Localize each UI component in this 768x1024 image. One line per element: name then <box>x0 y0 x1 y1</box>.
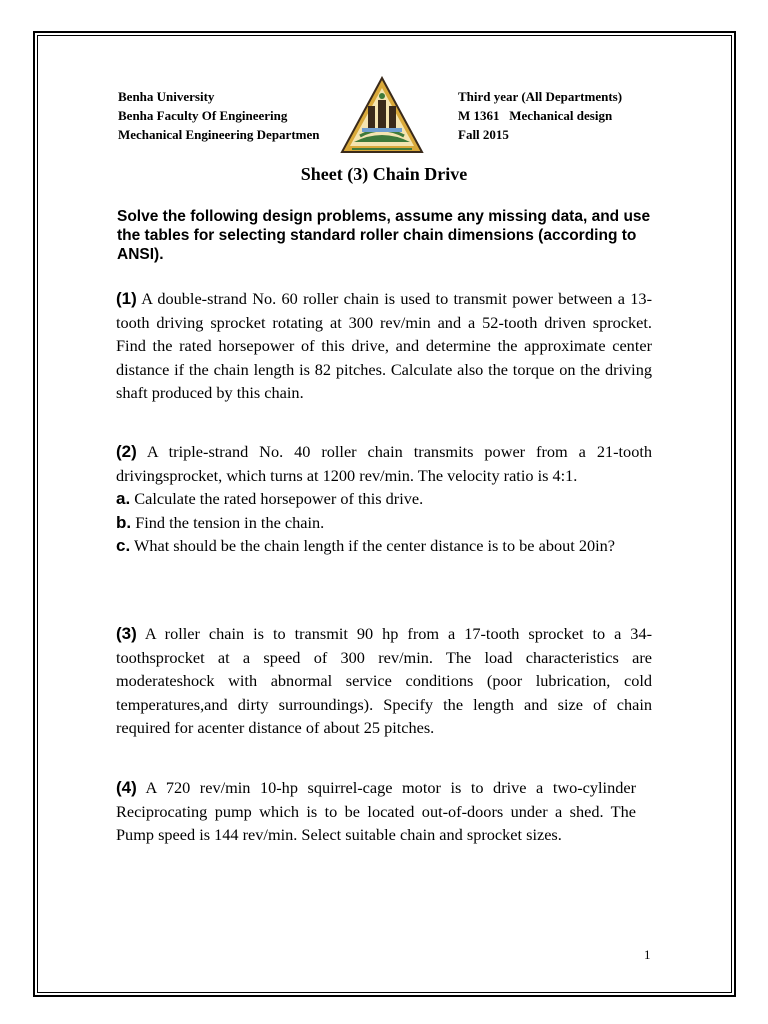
university-logo-icon <box>340 76 424 156</box>
header-faculty: Benha Faculty Of Engineering <box>118 108 288 123</box>
problem-text: A 720 rev/min 10-hp squirrel-cage motor is to drive a two-cylinder Reciprocating pump which is to be located out-of-doors under a shed. The Pump speed is 144 rev/min. Select suitable chain and sprocket sizes. <box>116 778 637 844</box>
problem-number: (3) <box>116 624 137 643</box>
problem-text: A roller chain is to transmit 90 hp from a 17-tooth sprocket to a 34-toothsprocket at a speed of 300 rev/min. The load characteristics are moderateshock with abnormal service conditions (poor lubrication, cold temperatures,and dirty surroundings). Specify the length and size of chain required for acenter distance of about 25 pitches. <box>116 624 653 737</box>
problem-3 <box>116 622 652 740</box>
header-right <box>458 87 622 144</box>
problem-text: A double-strand No. 60 roller chain is used to transmit power between a 13-tooth driving sprocket rotating at 300 rev/min and a 52-tooth driven sprocket. Find the rated horsepower of this drive, and determine the approximate center distance if the chain length is 82 pitches. Calculate also the torque on the driving shaft produced by this chain. <box>116 289 652 402</box>
problem-part-a: a. Calculate the rated horsepower of this drive. <box>116 489 424 508</box>
problem-4 <box>116 776 636 847</box>
instructions: Solve the following design problems, assume any missing data, and use the tables for selecting standard roller chain dimensions (according to ANSI). <box>117 208 651 263</box>
problem-1 <box>116 287 652 405</box>
header-department: Mechanical Engineering Departmen <box>118 127 320 142</box>
problem-number: (1) <box>116 289 137 308</box>
header-term: Fall 2015 <box>458 127 509 142</box>
page-number: 1 <box>644 947 651 962</box>
header-course: M 1361 Mechanical design <box>458 108 613 123</box>
problem-2 <box>116 440 652 558</box>
problem-number: (4) <box>116 778 137 797</box>
problem-number: (2) <box>116 442 137 461</box>
problem-part-c: c. What should be the chain length if the center distance is to be about 20in? <box>116 536 616 555</box>
problem-part-b: b. Find the tension in the chain. <box>116 512 325 532</box>
problem-text: A triple-strand No. 40 roller chain transmits power from a 21-tooth drivingsprocket, which turns at 1200 rev/min. The velocity ratio is 4:1. <box>116 442 653 485</box>
header-year: Third year (All Departments) <box>458 89 623 104</box>
header-university: Benha University <box>118 89 215 104</box>
header-left <box>118 87 319 144</box>
sheet-title: Sheet (3) Chain Drive <box>300 164 468 184</box>
